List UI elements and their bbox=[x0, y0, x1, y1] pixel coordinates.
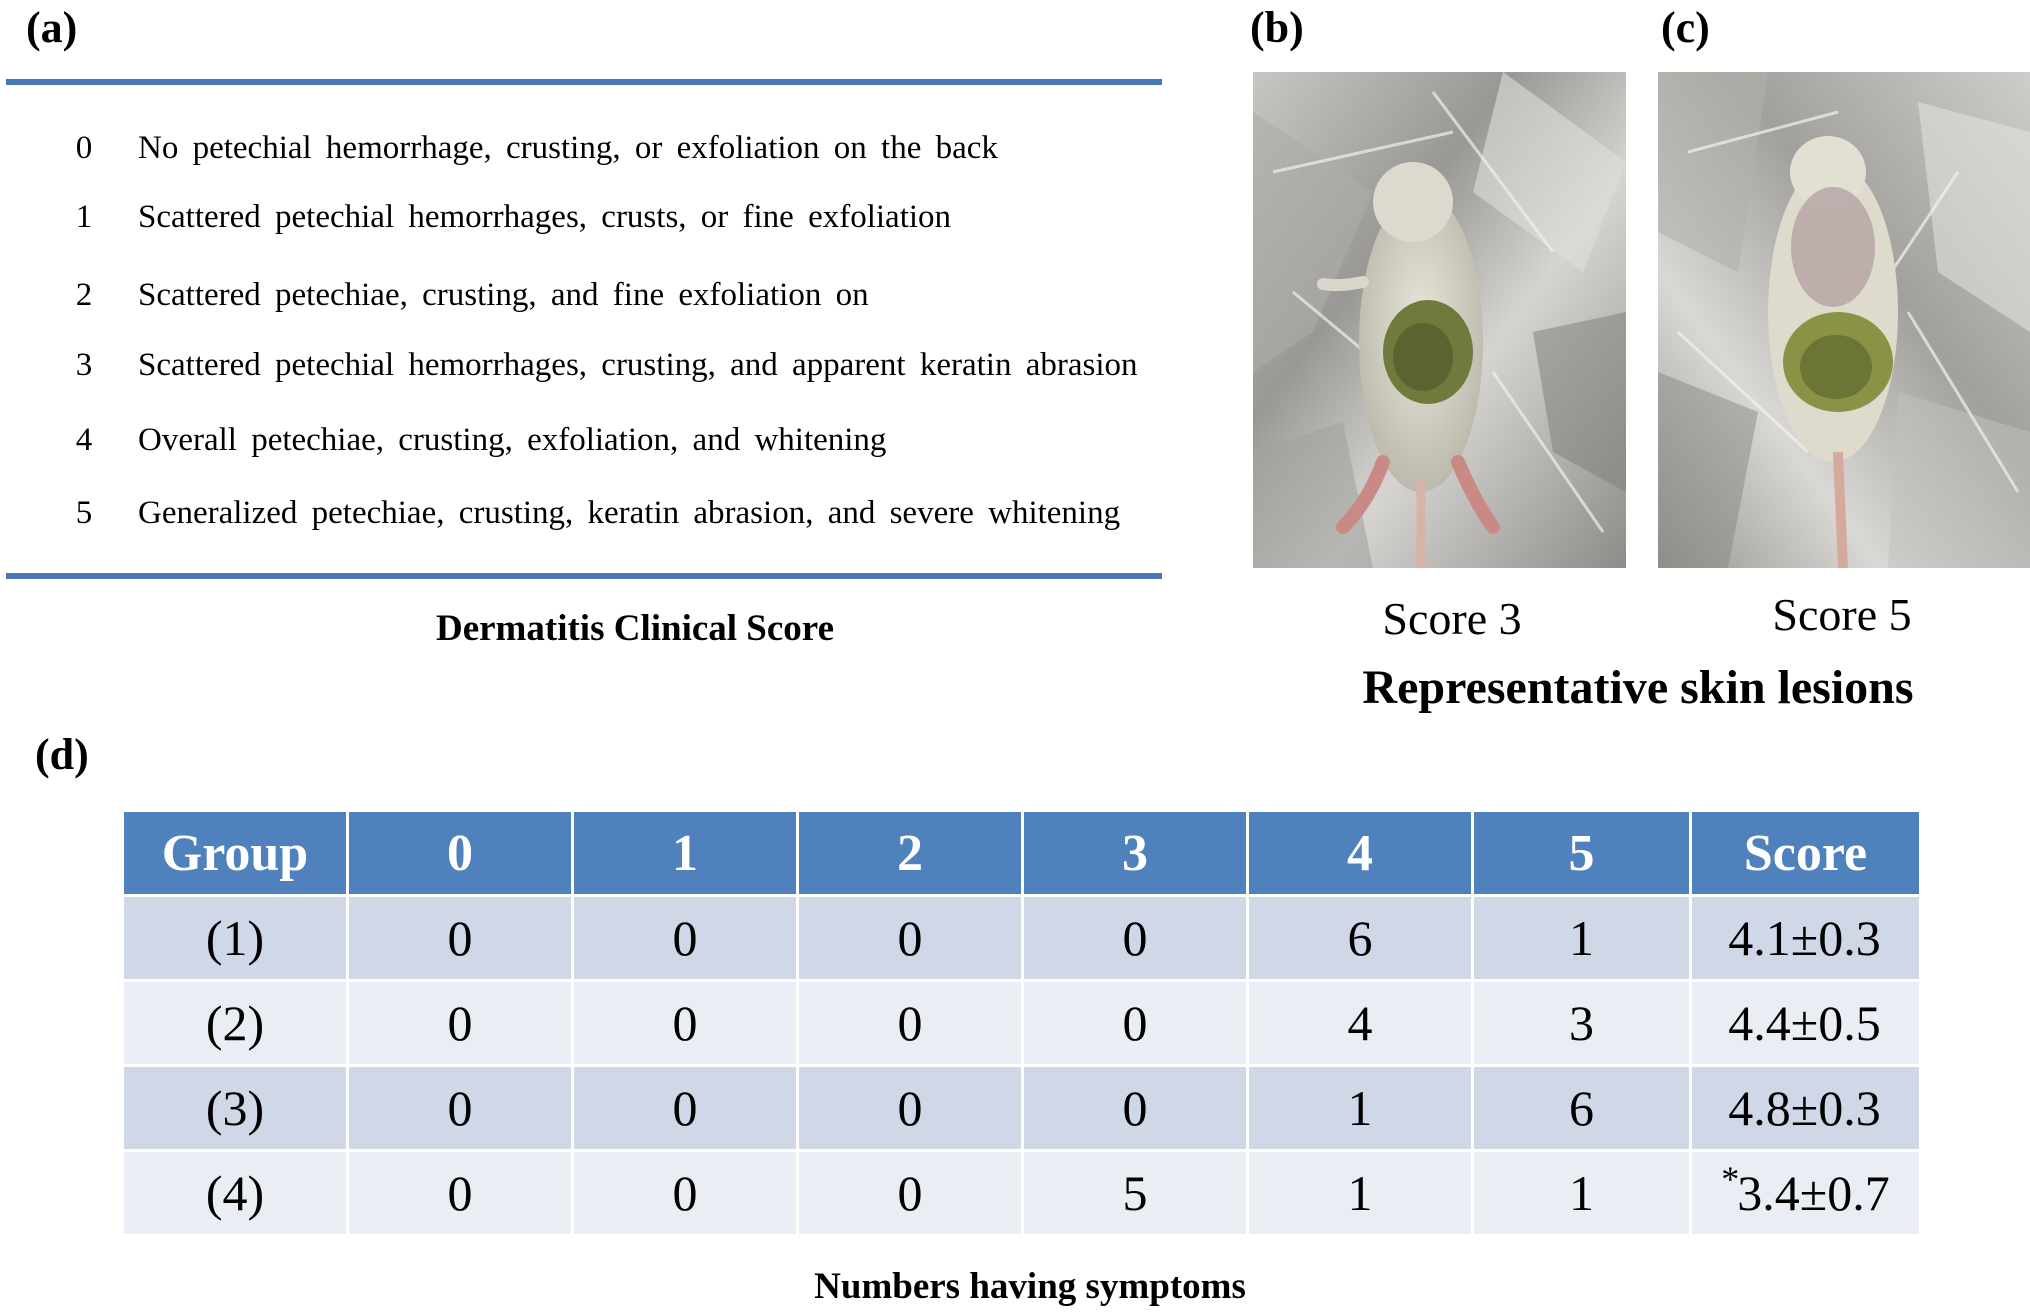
mean-score-value: 4.8±0.3 bbox=[1728, 1080, 1881, 1136]
count-cell: 1 bbox=[1473, 1151, 1691, 1236]
symptom-table bbox=[121, 809, 1922, 1237]
mean-score-value: 4.4±0.5 bbox=[1728, 995, 1881, 1051]
count-cell: 0 bbox=[798, 981, 1023, 1066]
significance-mark: * bbox=[1721, 1159, 1740, 1199]
score-description: Scattered petechiae, crusting, and fine exfoliation on bbox=[138, 277, 869, 313]
score-value: 0 bbox=[75, 130, 93, 166]
header-score-4: 4 bbox=[1248, 811, 1473, 896]
group-cell: (4) bbox=[123, 1151, 348, 1236]
mouse-lesion-photo-score-3 bbox=[1253, 72, 1626, 568]
header-score-5: 5 bbox=[1473, 811, 1691, 896]
table-row bbox=[123, 981, 1921, 1066]
score-description: Overall petechiae, crusting, exfoliation, and whitening bbox=[138, 422, 887, 458]
count-cell: 0 bbox=[573, 981, 798, 1066]
count-cell: 0 bbox=[573, 896, 798, 981]
header-score-0: 0 bbox=[348, 811, 573, 896]
score-value: 1 bbox=[75, 199, 93, 235]
count-cell: 4 bbox=[1248, 981, 1473, 1066]
mean-score-cell bbox=[1691, 896, 1921, 981]
photo-b-caption: Score 3 bbox=[1382, 593, 1522, 644]
panel-label-c: (c) bbox=[1661, 3, 1710, 52]
lesions-caption: Representative skin lesions bbox=[1362, 661, 1914, 714]
panel-label-b: (b) bbox=[1250, 3, 1304, 52]
score-description: No petechial hemorrhage, crusting, or exfoliation on the back bbox=[138, 130, 998, 166]
score-value: 4 bbox=[75, 422, 93, 458]
count-cell: 6 bbox=[1473, 1066, 1691, 1151]
mean-score-value: 4.1±0.3 bbox=[1728, 910, 1881, 966]
score-description: Scattered petechial hemorrhages, crusting, and apparent keratin abrasion bbox=[138, 347, 1138, 383]
count-cell: 0 bbox=[798, 896, 1023, 981]
count-cell: 0 bbox=[798, 1151, 1023, 1236]
count-cell: 0 bbox=[348, 981, 573, 1066]
mean-score-cell bbox=[1691, 981, 1921, 1066]
panel-label-a: (a) bbox=[26, 3, 78, 52]
table-row bbox=[123, 1151, 1921, 1236]
photo-c-caption: Score 5 bbox=[1772, 589, 1912, 640]
score-value: 3 bbox=[75, 347, 93, 383]
symptom-table-header-row bbox=[123, 811, 1921, 896]
header-score-1: 1 bbox=[573, 811, 798, 896]
count-cell: 1 bbox=[1248, 1066, 1473, 1151]
count-cell: 5 bbox=[1023, 1151, 1248, 1236]
count-cell: 0 bbox=[573, 1151, 798, 1236]
count-cell: 6 bbox=[1248, 896, 1473, 981]
panel-label-d: (d) bbox=[35, 730, 89, 779]
count-cell: 0 bbox=[348, 896, 573, 981]
header-score-3: 3 bbox=[1023, 811, 1248, 896]
header-score-mean: Score bbox=[1691, 811, 1921, 896]
count-cell: 0 bbox=[1023, 1066, 1248, 1151]
mouse-lesion-photo-score-5 bbox=[1658, 72, 2030, 568]
table-row bbox=[123, 896, 1921, 981]
score-description: Scattered petechial hemorrhages, crusts, or fine exfoliation bbox=[138, 199, 952, 235]
mean-score-cell bbox=[1691, 1151, 1921, 1236]
count-cell: 1 bbox=[1473, 896, 1691, 981]
score-value: 5 bbox=[75, 495, 93, 531]
table-bottom-rule bbox=[6, 573, 1162, 579]
group-cell: (2) bbox=[123, 981, 348, 1066]
symptom-table-caption: Numbers having symptoms bbox=[814, 1266, 1246, 1307]
count-cell: 0 bbox=[1023, 896, 1248, 981]
scoring-table-caption: Dermatitis Clinical Score bbox=[435, 608, 834, 649]
count-cell: 3 bbox=[1473, 981, 1691, 1066]
mean-score-cell bbox=[1691, 1066, 1921, 1151]
score-value: 2 bbox=[75, 277, 93, 313]
count-cell: 0 bbox=[1023, 981, 1248, 1066]
score-description: Generalized petechiae, crusting, keratin abrasion, and severe whitening bbox=[138, 495, 1121, 531]
group-cell: (1) bbox=[123, 896, 348, 981]
count-cell: 0 bbox=[348, 1151, 573, 1236]
count-cell: 0 bbox=[348, 1066, 573, 1151]
count-cell: 1 bbox=[1248, 1151, 1473, 1236]
group-cell: (3) bbox=[123, 1066, 348, 1151]
count-cell: 0 bbox=[573, 1066, 798, 1151]
header-score-2: 2 bbox=[798, 811, 1023, 896]
count-cell: 0 bbox=[798, 1066, 1023, 1151]
table-top-rule bbox=[6, 79, 1162, 85]
header-group: Group bbox=[123, 811, 348, 896]
mean-score-value: 3.4±0.7 bbox=[1737, 1165, 1890, 1221]
table-row bbox=[123, 1066, 1921, 1151]
